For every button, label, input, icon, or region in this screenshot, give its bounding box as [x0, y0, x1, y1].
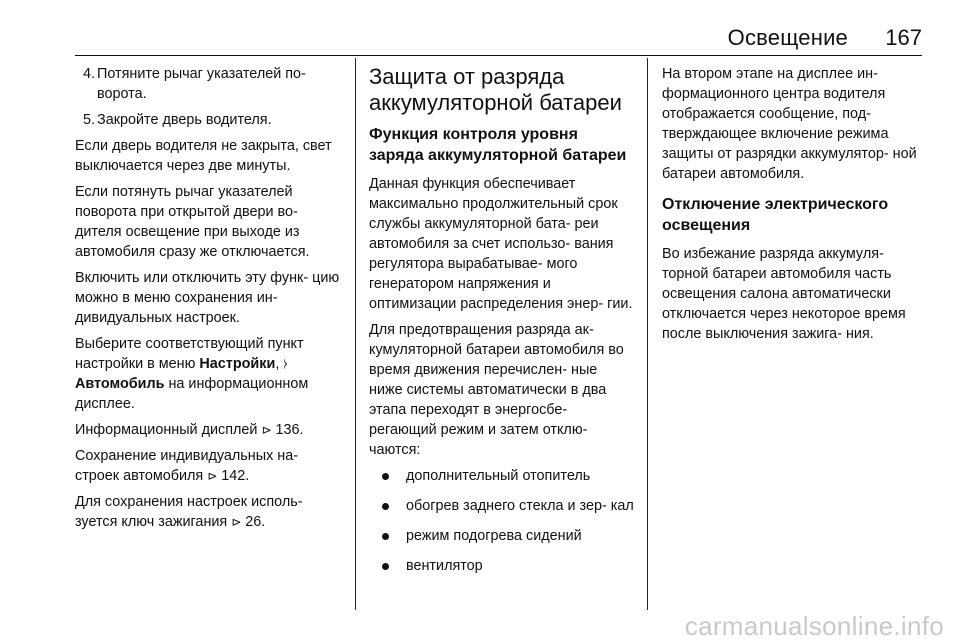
menu-vehicle-label: Автомобиль [75, 376, 165, 392]
subsection-heading: Функция контроля уровня заряда аккумуляторной батареи [369, 126, 627, 164]
bullet-icon [382, 473, 389, 480]
paragraph: Данная функция обеспечивает максимально продолжительный срок службы аккумуляторной бата- реи автомобиля за счет использо- вания регулятора вырабатывае- мого генератором напряжения и оптимизации распределения энер- гии. [369, 176, 633, 312]
paragraph: Если дверь водителя не закрыта, свет выключается через две минуты. [75, 138, 332, 174]
cross-reference [75, 446, 343, 486]
cross-reference [75, 420, 343, 440]
column-left [75, 64, 343, 538]
cross-reference [75, 492, 343, 532]
reference-text: Для сохранения настроек исполь- зуется ключ зажигания [75, 494, 303, 530]
step-item [75, 64, 343, 104]
page-ref-icon: ⊳ [231, 515, 242, 529]
reference-page: 26. [245, 514, 266, 530]
menu-arrow-icon: ⧽ [283, 356, 288, 370]
bullet-icon [382, 503, 389, 510]
paragraph: На втором этапе на дисплее ин- формационного центра водителя отображается сообщение, под- тверждающее включение режима защиты от разрядки аккумулятор- ной батареи автомобиля. [662, 66, 917, 182]
page-ref-icon: ⊳ [207, 469, 218, 483]
menu-path-intro: Выберите соответствующий пункт настройки в меню [75, 336, 304, 372]
list-item [369, 466, 634, 486]
list-item [369, 556, 634, 576]
paragraph: Если потянуть рычаг указателей поворота при открытой двери во- дителя освещение при выходе из автомобиля сразу же отключается. [75, 184, 310, 260]
header-divider [75, 55, 922, 56]
list-item [369, 496, 634, 516]
bullet-icon [382, 563, 389, 570]
list-item-text: дополнительный отопитель [406, 468, 591, 484]
paragraph: Включить или отключить эту функ- цию можно в меню сохранения ин- дивидуальных настроек. [75, 270, 340, 326]
bullet-icon [382, 533, 389, 540]
subsection-heading: Отключение электрического освещения [662, 196, 889, 234]
paragraph: Во избежание разряда аккумуля- торной батареи автомобиля часть освещения салона автоматически отключается через некоторое время после выключения зажига- ния. [662, 246, 906, 342]
menu-settings-label: Настройки [199, 356, 276, 372]
paragraph: Для предотвращения разряда ак- кумуляторной батареи автомобиля во время движения перечислен- ные ниже системы автоматически в два этапа переходят в энергосбе- регающий режим и затем отклю- чаются: [369, 322, 624, 458]
bullet-list [369, 466, 634, 576]
section-heading: Защита от разряда аккумуляторной батареи [369, 64, 622, 115]
page-title: Освещение [727, 25, 848, 50]
column-divider-right [647, 58, 648, 610]
reference-text: Информационный дисплей [75, 422, 258, 438]
watermark-link[interactable]: carmanualsonline.info [684, 611, 944, 641]
reference-page: 136. [275, 422, 304, 438]
reference-page: 142. [221, 468, 250, 484]
column-divider-left [355, 58, 356, 610]
page-ref-icon: ⊳ [261, 423, 272, 437]
step-item [75, 110, 343, 130]
menu-path-outro: на информационном дисплее. [75, 376, 309, 412]
page-header [0, 0, 960, 60]
page-number: 167 [885, 25, 922, 50]
step-number: 4. [83, 66, 96, 82]
list-item-text: обогрев заднего стекла и зер- кал [406, 498, 634, 514]
column-middle [369, 64, 634, 586]
step-number: 5. [83, 112, 96, 128]
list-item-text: вентилятор [406, 558, 483, 574]
reference-text: Сохранение индивидуальных на- строек автомобиля [75, 448, 299, 484]
paragraph-menu-path [75, 334, 343, 414]
step-text: Закройте дверь водителя. [97, 112, 272, 128]
column-right [662, 64, 924, 350]
menu-separator: , [275, 356, 280, 372]
step-text: Потяните рычаг указателей по- ворота. [97, 66, 306, 102]
list-item [369, 526, 634, 546]
list-item-text: режим подогрева сидений [406, 528, 582, 544]
